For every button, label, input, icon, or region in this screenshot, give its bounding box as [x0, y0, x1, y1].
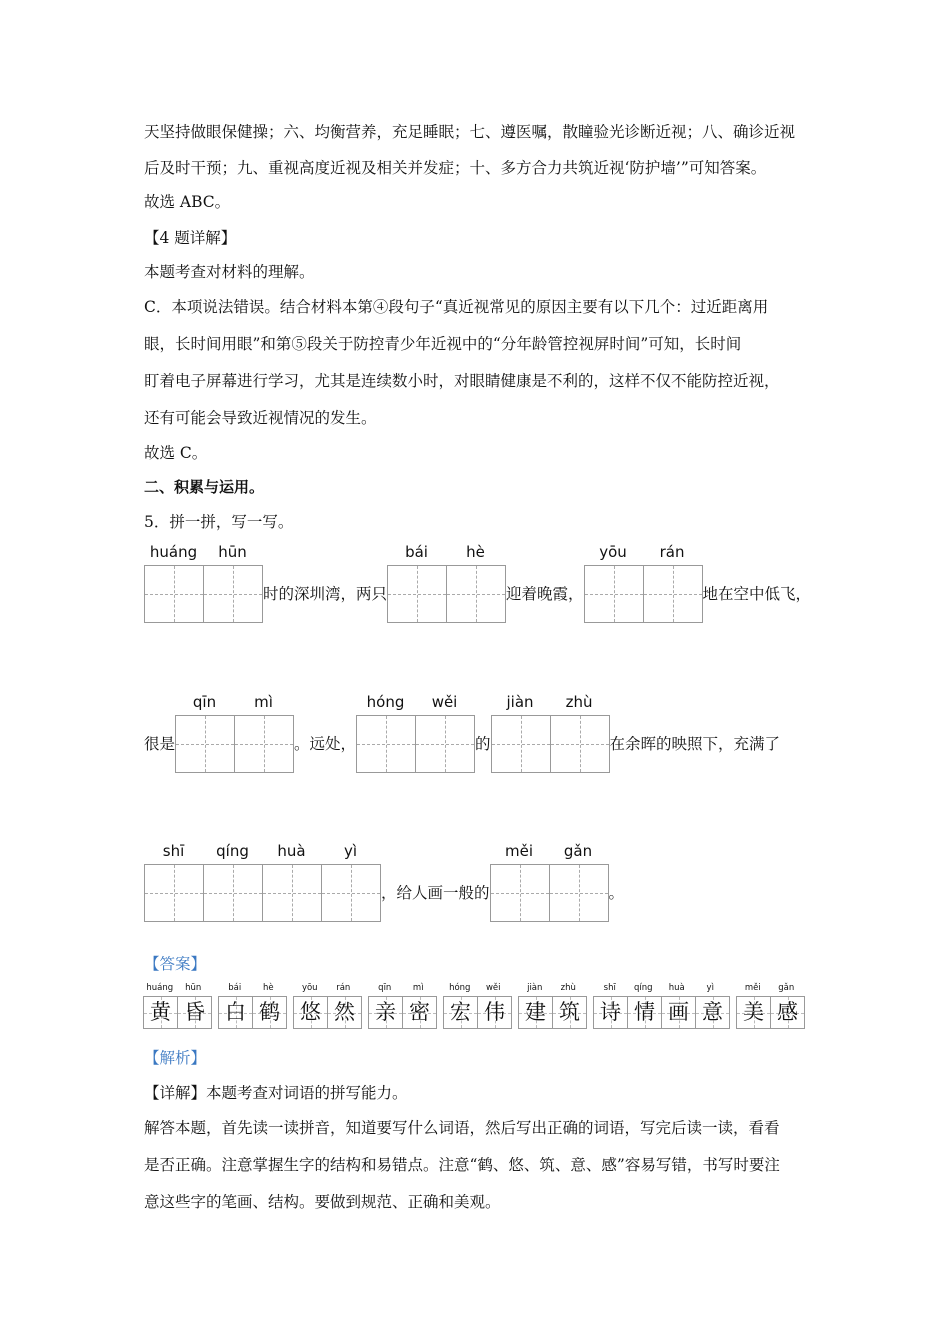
- answer-box: [403, 997, 436, 1028]
- pinyin-label: měi: [505, 842, 534, 860]
- tianzige-box[interactable]: [357, 716, 416, 772]
- writing-boxes: [175, 715, 294, 773]
- pinyin-row: [387, 543, 506, 565]
- answer-character: 然: [334, 1000, 355, 1024]
- writing-boxes: [144, 565, 263, 623]
- answer-pinyin: hūn: [185, 983, 202, 993]
- answer-character: 筑: [559, 1000, 580, 1024]
- writing-boxes: [356, 715, 475, 773]
- tianzige-box[interactable]: [585, 566, 644, 622]
- answer-box: [144, 997, 178, 1028]
- pinyin-label: rán: [659, 543, 685, 561]
- answer-box: [553, 997, 586, 1028]
- answer-box: [737, 997, 771, 1028]
- answer-character: 意: [702, 1000, 723, 1024]
- pinyin-label: yōu: [599, 543, 627, 561]
- text-line: 还有可能会导致近视情况的发生。: [144, 409, 377, 427]
- answer-pinyin: měi: [744, 983, 761, 993]
- answer-pinyin: huáng: [146, 983, 174, 993]
- text-line: 盯着电子屏幕进行学习，尤其是连续数小时，对眼睛健康是不利的，这样不仅不能防控近视，: [144, 372, 780, 390]
- sentence-fragment: ，给人画一般的: [381, 884, 490, 902]
- text-line: 本题考查对材料的理解。: [144, 263, 315, 281]
- section-heading: 二、积累与运用。: [144, 478, 265, 496]
- answer-pinyin: rán: [336, 983, 351, 993]
- sentence-fragment: 迎着晚霞，: [506, 585, 584, 603]
- answer-label: 【答案】: [144, 955, 207, 973]
- answer-pinyin-row: [368, 983, 437, 996]
- text-line: 【详解】本题考查对词语的拼写能力。: [144, 1084, 408, 1102]
- answer-pinyin-row: [143, 983, 212, 996]
- text-line: 故选 ABC。: [144, 193, 231, 211]
- pinyin-label: qīn: [192, 693, 217, 711]
- answer-pinyin: wěi: [485, 983, 501, 993]
- text-line: 天坚持做眼保健操；六、均衡营养，充足睡眠；七、遵医嘱，散瞳验光诊断近视；八、确诊近视: [144, 123, 796, 141]
- answer-box: [294, 997, 328, 1028]
- answer-character: 情: [634, 1000, 655, 1024]
- pinyin-label: mì: [254, 693, 273, 711]
- answer-pinyin-row: [218, 983, 287, 996]
- writing-box-group: [491, 693, 610, 773]
- answer-pinyin: qīn: [378, 983, 392, 993]
- answer-pinyin-row: [293, 983, 362, 996]
- tianzige-box[interactable]: [204, 865, 263, 921]
- answer-box: [178, 997, 211, 1028]
- answer-character: 白: [225, 1000, 246, 1024]
- answer-pinyin: hóng: [449, 983, 471, 993]
- sentence-fragment: 很是: [144, 735, 176, 753]
- tianzige-box[interactable]: [388, 566, 447, 622]
- pinyin-label: hóng: [366, 693, 405, 711]
- tianzige-box[interactable]: [491, 865, 550, 921]
- answer-box: [253, 997, 286, 1028]
- answer-character: 昏: [184, 1000, 205, 1024]
- text-line: 故选 C。: [144, 444, 208, 462]
- tianzige-box[interactable]: [550, 865, 608, 921]
- answer-pinyin-row: [443, 983, 512, 996]
- text-line: C．本项说法错误。结合材料本第④段句子“真近视常见的原因主要有以下几个：过近距离用: [144, 298, 769, 316]
- fill-in-row: [144, 523, 811, 623]
- tianzige-box[interactable]: [644, 566, 702, 622]
- answer-pinyin-row: [736, 983, 805, 996]
- pinyin-label: hūn: [218, 543, 247, 561]
- answer-character: 密: [409, 1000, 430, 1024]
- writing-box-group: [584, 543, 703, 623]
- answer-pinyin: zhù: [560, 983, 576, 993]
- writing-boxes: [490, 864, 609, 922]
- answer-word: [518, 983, 587, 1029]
- answer-pinyin: gǎn: [778, 983, 795, 993]
- answer-box: [771, 997, 804, 1028]
- tianzige-box[interactable]: [176, 716, 235, 772]
- answer-word: [593, 983, 730, 1029]
- answer-word: [293, 983, 362, 1029]
- sentence-fragment: 。远处，: [294, 735, 357, 753]
- answer-pinyin: yì: [706, 983, 714, 993]
- answer-box: [628, 997, 662, 1028]
- writing-box-group: [144, 543, 263, 623]
- answer-character: 悠: [300, 1000, 321, 1024]
- pinyin-label: qíng: [216, 842, 249, 860]
- answer-boxes: [443, 996, 512, 1029]
- answer-character: 宏: [450, 1000, 471, 1024]
- tianzige-box[interactable]: [551, 716, 609, 772]
- answer-box: [696, 997, 729, 1028]
- sentence-fragment: 时的深圳湾，两只: [263, 585, 388, 603]
- answer-character: 画: [668, 1000, 689, 1024]
- answer-pinyin-row: [593, 983, 730, 996]
- answer-box: [594, 997, 628, 1028]
- tianzige-box[interactable]: [145, 865, 204, 921]
- pinyin-row: [491, 693, 610, 715]
- tianzige-box[interactable]: [204, 566, 262, 622]
- q4-heading: 【4 题详解】: [144, 229, 237, 247]
- pinyin-label: zhù: [565, 693, 593, 711]
- writing-box-group: [144, 842, 381, 922]
- pinyin-label: huáng: [149, 543, 198, 561]
- analysis-label: 【解析】: [144, 1049, 207, 1067]
- answer-pinyin-row: [518, 983, 587, 996]
- answer-pinyin: jiàn: [527, 983, 543, 993]
- writing-box-group: [490, 842, 609, 922]
- answer-boxes: [143, 996, 212, 1029]
- writing-boxes: [144, 864, 381, 922]
- text-line: 是否正确。注意掌握生字的结构和易错点。注意“鹤、悠、筑、意、感”容易写错，书写时要注: [144, 1156, 780, 1174]
- answer-word: [443, 983, 512, 1029]
- answer-box: [662, 997, 696, 1028]
- pinyin-row: [490, 842, 609, 864]
- answer-character: 感: [777, 1000, 798, 1024]
- answer-character: 鹤: [259, 1000, 280, 1024]
- pinyin-row: [175, 693, 294, 715]
- writing-boxes: [387, 565, 506, 623]
- tianzige-box[interactable]: [492, 716, 551, 772]
- answer-box: [444, 997, 478, 1028]
- answer-pinyin: yōu: [301, 983, 318, 993]
- pinyin-label: gǎn: [563, 842, 593, 860]
- sentence-fragment: 的: [475, 735, 491, 753]
- writing-box-group: [356, 693, 475, 773]
- tianzige-box[interactable]: [416, 716, 474, 772]
- fill-in-row: [144, 822, 624, 922]
- answer-pinyin: huà: [668, 983, 685, 993]
- answer-pinyin: bái: [228, 983, 242, 993]
- writing-box-group: [387, 543, 506, 623]
- pinyin-label: wěi: [431, 693, 458, 711]
- pinyin-row: [144, 543, 263, 565]
- answer-character: 建: [525, 1000, 546, 1024]
- tianzige-box[interactable]: [263, 865, 322, 921]
- answer-pinyin: shī: [603, 983, 616, 993]
- text-line: 眼，长时间用眼”和第⑤段关于防控青少年近视中的“分年龄管控视屏时间”可知，长时间: [144, 335, 742, 353]
- pinyin-label: hè: [466, 543, 485, 561]
- answer-pinyin: hè: [262, 983, 274, 993]
- pinyin-label: yì: [343, 842, 358, 860]
- answer-box: [219, 997, 253, 1028]
- writing-box-group: [175, 693, 294, 773]
- pinyin-label: huà: [277, 842, 306, 860]
- sentence-fragment: 地在空中低飞，: [702, 585, 812, 603]
- writing-boxes: [584, 565, 703, 623]
- answer-boxes: [293, 996, 362, 1029]
- answer-grid: [143, 983, 805, 1029]
- answer-pinyin: mì: [412, 983, 424, 993]
- answer-box: [478, 997, 511, 1028]
- pinyin-label: shī: [162, 842, 185, 860]
- pinyin-row: [144, 842, 381, 864]
- pinyin-row: [584, 543, 703, 565]
- sentence-fragment: 。: [608, 884, 625, 902]
- answer-boxes: [368, 996, 437, 1029]
- text-line: 解答本题，首先读一读拼音，知道要写什么词语，然后写出正确的词语，写完后读一读，看看: [144, 1119, 780, 1137]
- text-line: 意这些字的笔画、结构。要做到规范、正确和美观。: [144, 1193, 501, 1211]
- writing-boxes: [491, 715, 610, 773]
- answer-word: [218, 983, 287, 1029]
- answer-boxes: [518, 996, 587, 1029]
- tianzige-box[interactable]: [322, 865, 380, 921]
- answer-character: 诗: [600, 1000, 621, 1024]
- answer-word: [143, 983, 212, 1029]
- answer-box: [369, 997, 403, 1028]
- text-line: 后及时干预；九、重视高度近视及相关并发症；十、多方合力共筑近视‘防护墙’”可知答案。: [144, 159, 767, 177]
- tianzige-box[interactable]: [145, 566, 204, 622]
- question-5: 5．拼一拼，写一写。: [144, 513, 294, 531]
- pinyin-label: bái: [405, 543, 428, 561]
- answer-boxes: [218, 996, 287, 1029]
- answer-word: [368, 983, 437, 1029]
- answer-boxes: [593, 996, 730, 1029]
- pinyin-row: [356, 693, 475, 715]
- tianzige-box[interactable]: [447, 566, 505, 622]
- answer-character: 黄: [150, 1000, 171, 1024]
- answer-character: 亲: [375, 1000, 396, 1024]
- tianzige-box[interactable]: [235, 716, 293, 772]
- answer-boxes: [736, 996, 805, 1029]
- sentence-fragment: 在余晖的映照下，充满了: [609, 735, 781, 753]
- answer-character: 美: [743, 1000, 764, 1024]
- answer-character: 伟: [484, 1000, 505, 1024]
- answer-word: [736, 983, 805, 1029]
- pinyin-label: jiàn: [506, 693, 534, 711]
- fill-in-row: [144, 673, 780, 773]
- answer-pinyin: qíng: [633, 983, 653, 993]
- answer-box: [328, 997, 361, 1028]
- answer-box: [519, 997, 553, 1028]
